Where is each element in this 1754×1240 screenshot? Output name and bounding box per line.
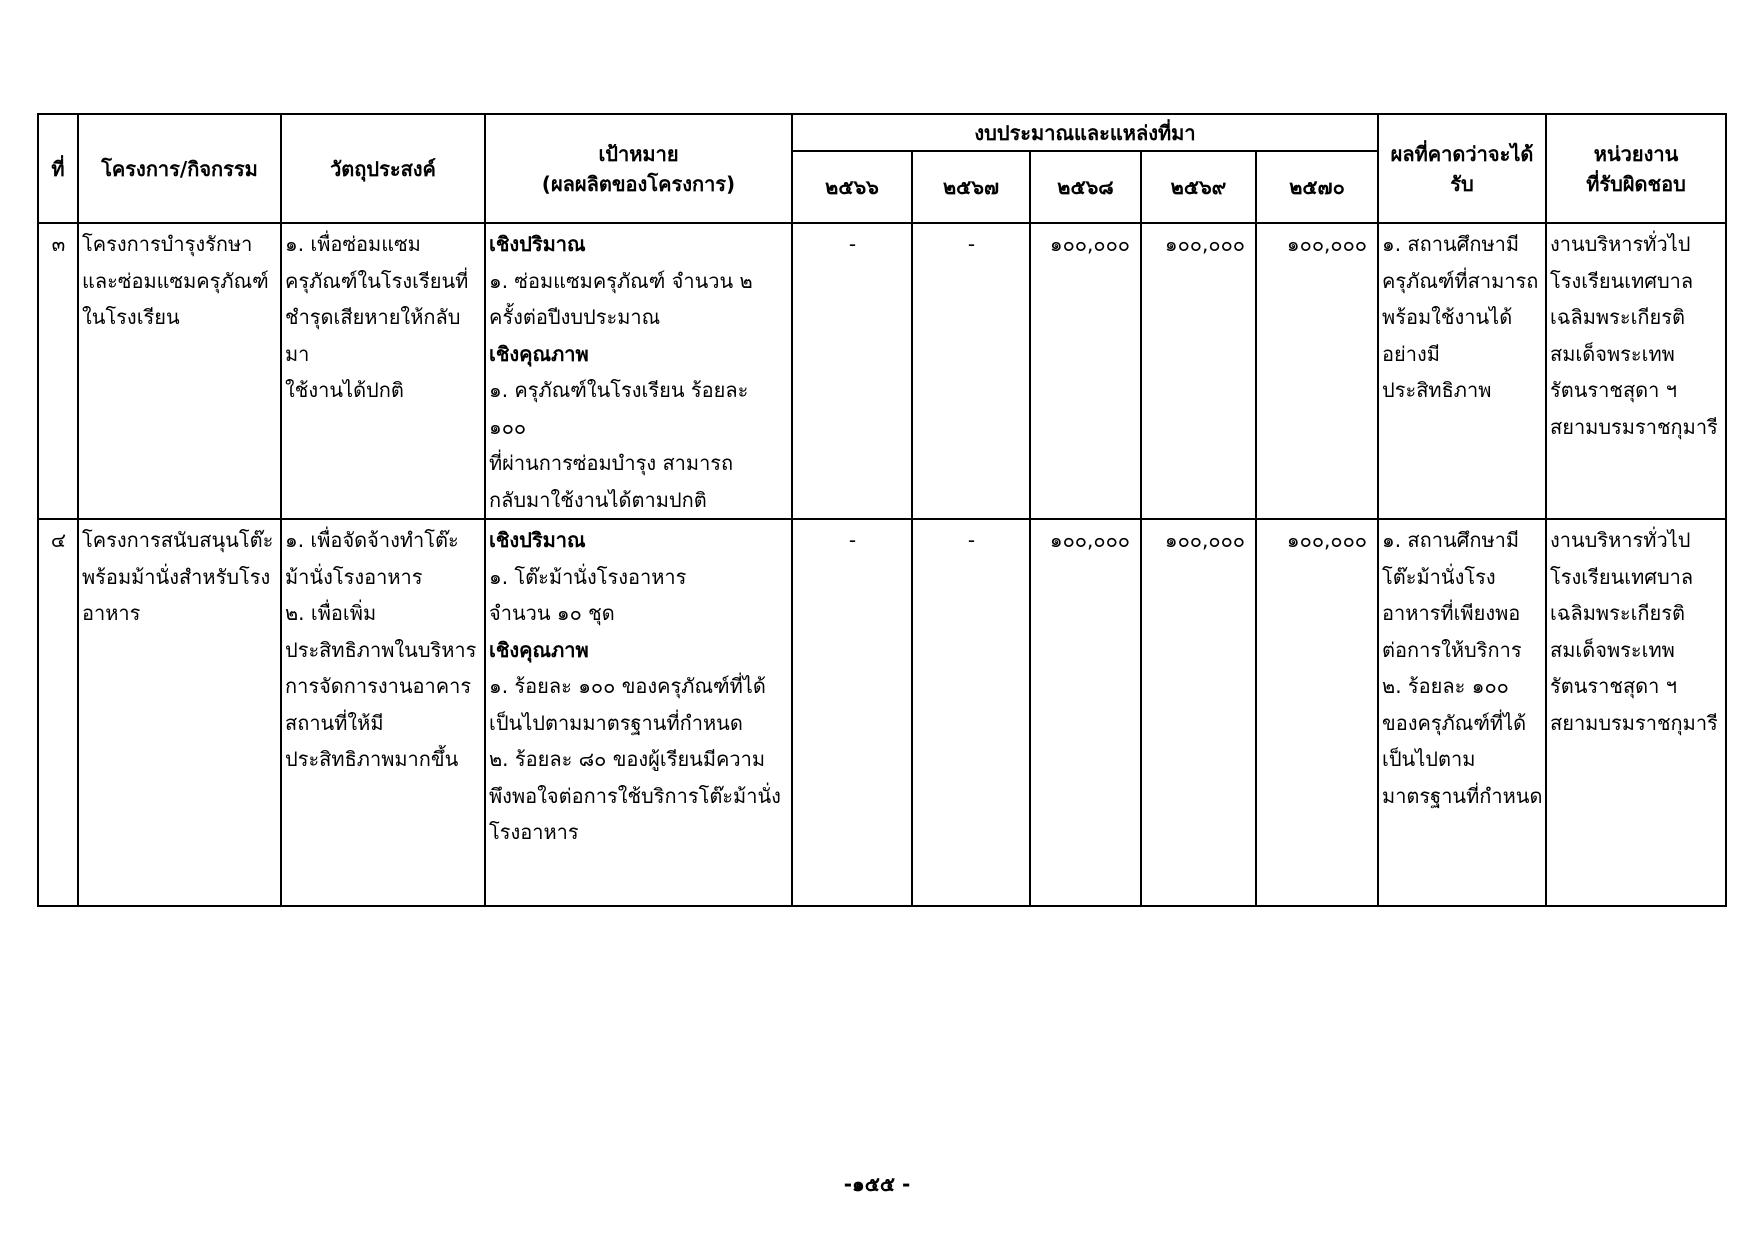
budget-2570: ๑๐๐,๐๐๐ [1256,223,1378,519]
header-responsible-unit: หน่วยงาน ที่รับผิดชอบ [1546,114,1726,223]
responsible-unit: งานบริหารทั่วไป โรงเรียนเทศบาล เฉลิมพระเกียรติ สมเด็จพระเทพ รัตนราชสุดา ฯ สยามบรมราชกุมารี [1546,223,1726,519]
quantity-text: ๑. โต๊ะม้านั่งโรงอาหาร จำนวน ๑๐ ชุด [489,564,687,625]
project-plan-table [37,113,1727,907]
header-year: ๒๕๖๘ [1030,151,1141,223]
table-row [38,223,1726,519]
objective: ๑. เพื่อซ่อมแซม ครุภัณฑ์ในโรงเรียนที่ ชำรุดเสียหายให้กลับมา ใช้งานได้ปกติ [281,223,485,519]
expected-result: ๑. สถานศึกษามี ครุภัณฑ์ที่สามารถ พร้อมใช้งานได้ อย่างมี ประสิทธิภาพ [1378,223,1546,519]
header-year: ๒๕๗๐ [1256,151,1378,223]
budget-2569: ๑๐๐,๐๐๐ [1141,519,1256,906]
header-target: เป้าหมาย (ผลผลิตของโครงการ) [485,114,792,223]
quantity-text: ๑. ซ่อมแซมครุภัณฑ์ จำนวน ๒ ครั้งต่อปีงบประมาณ [489,268,753,329]
header-year: ๒๕๖๗ [912,151,1030,223]
quality-heading: เชิงคุณภาพ [489,341,589,366]
target-cell [485,223,792,519]
quantity-heading: เชิงปริมาณ [489,232,586,256]
header-row-top [38,114,1726,151]
row-number: ๔ [38,519,78,906]
budget-2568: ๑๐๐,๐๐๐ [1030,223,1141,519]
budget-2569: ๑๐๐,๐๐๐ [1141,223,1256,519]
header-expected-result: ผลที่คาดว่าจะได้รับ [1378,114,1546,223]
header-year: ๒๕๖๖ [792,151,912,223]
expected-result: ๑. สถานศึกษามี โต๊ะม้านั่งโรง อาหารที่เพียงพอ ต่อการให้บริการ ๒. ร้อยละ ๑๐๐ ของครุภัณฑ์ที่ได้ เป็นไปตาม มาตรฐานที่กำหนด [1378,519,1546,906]
budget-2568: ๑๐๐,๐๐๐ [1030,519,1141,906]
budget-2566: - [792,519,912,906]
table-row [38,519,1726,906]
row-number: ๓ [38,223,78,519]
header-project: โครงการ/กิจกรรม [78,114,281,223]
project-name: โครงการบำรุงรักษา และซ่อมแซมครุภัณฑ์ ในโรงเรียน [78,223,281,519]
quality-heading: เชิงคุณภาพ [489,637,589,662]
header-budget-group: งบประมาณและแหล่งที่มา [792,114,1378,151]
header-objective: วัตถุประสงค์ [281,114,485,223]
budget-2570: ๑๐๐,๐๐๐ [1256,519,1378,906]
budget-2567: - [912,223,1030,519]
page-number: -๑๕๕ - [843,1172,911,1196]
quality-text: ๑. ร้อยละ ๑๐๐ ของครุภัณฑ์ที่ได้ เป็นไปตามมาตรฐานที่กำหนด ๒. ร้อยละ ๘๐ ของผู้เรียนมีความ พึงพอใจต่อการใช้บริการโต๊ะม้านั่ง โรงอาหาร [489,674,781,844]
objective: ๑. เพื่อจัดจ้างทำโต๊ะ ม้านั่งโรงอาหาร ๒. เพื่อเพิ่ม ประสิทธิภาพในบริหาร การจัดการงานอาคาร สถานที่ให้มี ประสิทธิภาพมากขึ้น [281,519,485,906]
project-name: โครงการสนับสนุนโต๊ะ พร้อมม้านั่งสำหรับโรง อาหาร [78,519,281,906]
quality-text: ๑. ครุภัณฑ์ในโรงเรียน ร้อยละ ๑๐๐ ที่ผ่านการซ่อมบำรุง สามารถ กลับมาใช้งานได้ตามปกติ [489,378,749,512]
header-no: ที่ [38,114,78,223]
target-cell [485,519,792,906]
budget-2567: - [912,519,1030,906]
quantity-heading: เชิงปริมาณ [489,528,586,552]
budget-2566: - [792,223,912,519]
responsible-unit: งานบริหารทั่วไป โรงเรียนเทศบาล เฉลิมพระเกียรติ สมเด็จพระเทพ รัตนราชสุดา ฯ สยามบรมราชกุมารี [1546,519,1726,906]
header-year: ๒๕๖๙ [1141,151,1256,223]
